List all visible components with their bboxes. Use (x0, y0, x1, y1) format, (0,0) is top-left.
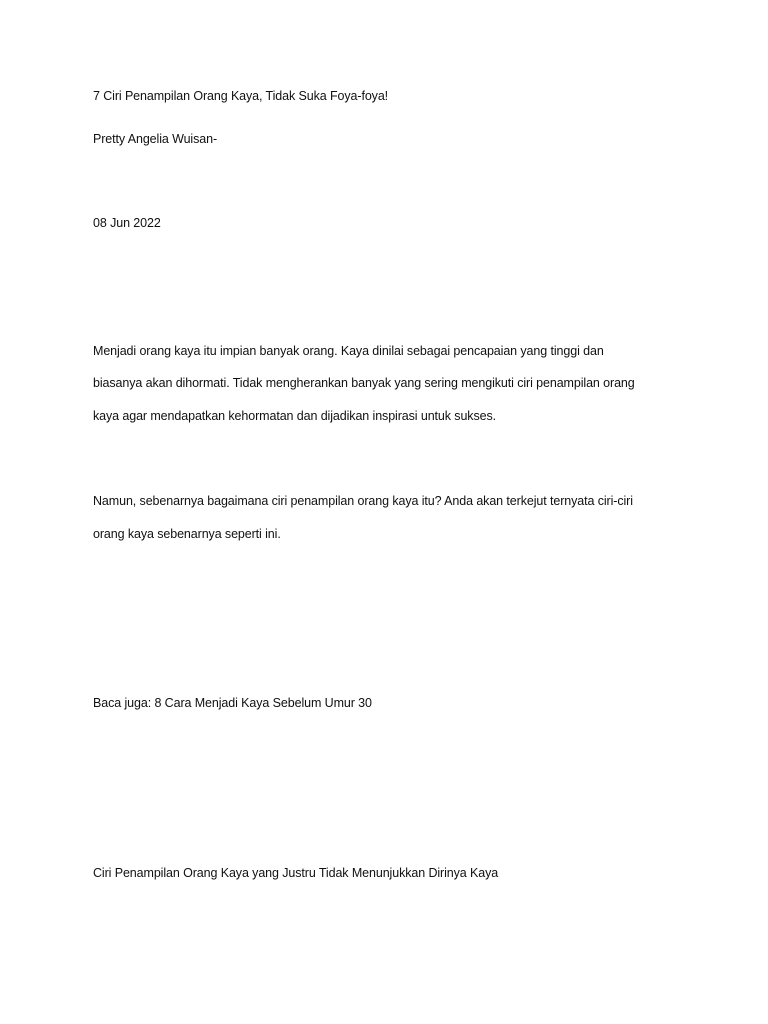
paragraph-line: Menjadi orang kaya itu impian banyak orang. Kaya dinilai sebagai pencapaian yang tinggi dan (93, 344, 604, 358)
paragraph-line: Namun, sebenarnya bagaimana ciri penampilan orang kaya itu? Anda akan terkejut ternyata ciri-ciri (93, 494, 633, 508)
section-subheading: Ciri Penampilan Orang Kaya yang Justru Tidak Menunjukkan Dirinya Kaya (93, 866, 499, 880)
paragraph-line: biasanya akan dihormati. Tidak mengherankan banyak yang sering mengikuti ciri penampilan orang (93, 376, 635, 390)
paragraph-line: orang kaya sebenarnya seperti ini. (93, 527, 281, 541)
article-date: 08 Jun 2022 (93, 216, 161, 230)
article-author: Pretty Angelia Wuisan- (93, 132, 218, 146)
article-title: 7 Ciri Penampilan Orang Kaya, Tidak Suka Foya-foya! (93, 89, 389, 103)
read-also-link: Baca juga: 8 Cara Menjadi Kaya Sebelum Umur 30 (93, 696, 372, 710)
paragraph-line: kaya agar mendapatkan kehormatan dan dijadikan inspirasi untuk sukses. (93, 409, 496, 423)
